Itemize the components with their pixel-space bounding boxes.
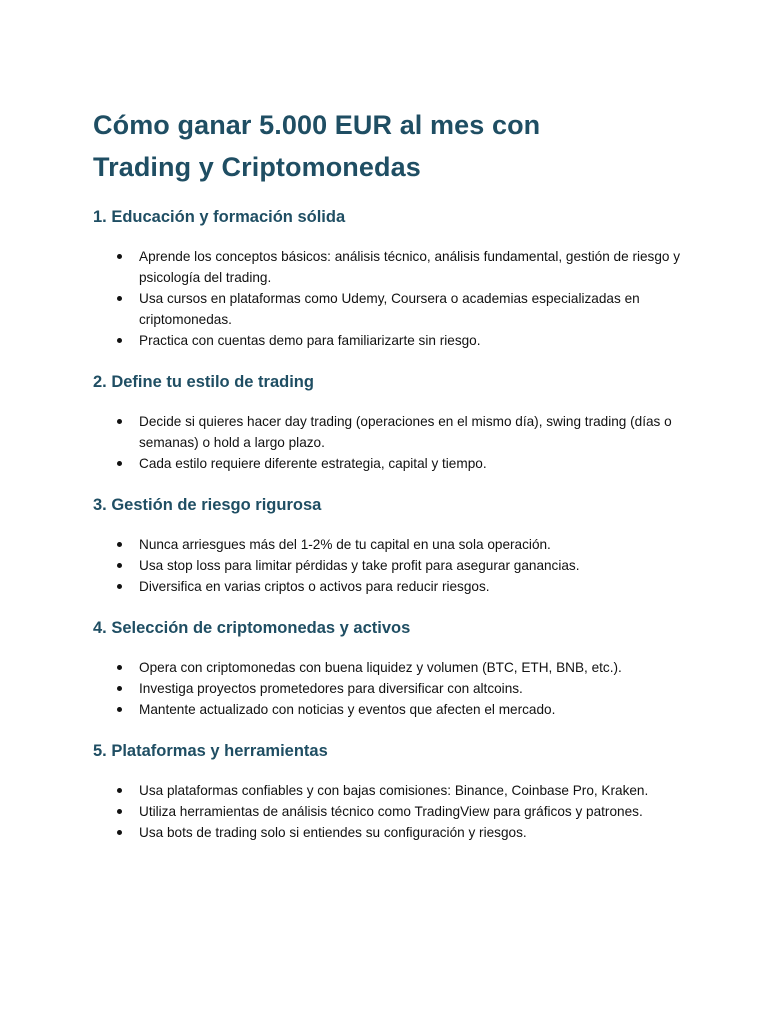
document-page <box>93 104 683 863</box>
list-item-text: Opera con criptomonedas con buena liquidez y volumen (BTC, ETH, BNB, etc.). <box>139 660 622 675</box>
bullet-list <box>93 246 683 351</box>
section-heading: 5. Plataformas y herramientas <box>93 742 328 760</box>
list-item <box>93 534 683 555</box>
list-item <box>93 411 683 453</box>
bullet-list <box>93 780 683 843</box>
bullet-icon <box>117 419 122 424</box>
list-item <box>93 801 683 822</box>
list-item <box>93 288 683 330</box>
list-item-text: Investiga proyectos prometedores para diversificar con altcoins. <box>139 681 523 696</box>
section-heading: 3. Gestión de riesgo rigurosa <box>93 496 322 514</box>
bullet-icon <box>117 296 122 301</box>
list-item-text: Usa stop loss para limitar pérdidas y take profit para asegurar ganancias. <box>139 558 580 573</box>
section-heading: 1. Educación y formación sólida <box>93 208 346 226</box>
section-heading: 2. Define tu estilo de trading <box>93 373 314 391</box>
bullet-icon <box>117 584 122 589</box>
list-item <box>93 330 683 351</box>
section-platforms-tools <box>93 740 683 843</box>
section-asset-selection <box>93 617 683 720</box>
list-item-text: Diversifica en varias criptos o activos para reducir riesgos. <box>139 579 490 594</box>
list-item-text: Practica con cuentas demo para familiarizarte sin riesgo. <box>139 333 481 348</box>
bullet-icon <box>117 338 122 343</box>
bullet-icon <box>117 461 122 466</box>
bullet-icon <box>117 665 122 670</box>
list-item-text: Usa bots de trading solo si entiendes su configuración y riesgos. <box>139 825 527 840</box>
bullet-icon <box>117 563 122 568</box>
bullet-icon <box>117 707 122 712</box>
list-item-text: Nunca arriesgues más del 1-2% de tu capital en una sola operación. <box>139 537 551 552</box>
list-item <box>93 453 683 474</box>
list-item-text: Utiliza herramientas de análisis técnico como TradingView para gráficos y patrones. <box>139 804 643 819</box>
bullet-icon <box>117 254 122 259</box>
list-item <box>93 822 683 843</box>
bullet-list <box>93 411 683 474</box>
list-item-text: Usa cursos en plataformas como Udemy, Coursera o academias especializadas en criptomonedas. <box>139 291 640 327</box>
title-line-1: Cómo ganar 5.000 EUR al mes con <box>93 110 541 140</box>
bullet-icon <box>117 809 122 814</box>
bullet-icon <box>117 686 122 691</box>
list-item-text: Cada estilo requiere diferente estrategia, capital y tiempo. <box>139 456 487 471</box>
list-item <box>93 657 683 678</box>
section-education <box>93 206 683 351</box>
list-item-text: Usa plataformas confiables y con bajas comisiones: Binance, Coinbase Pro, Kraken. <box>139 783 649 798</box>
section-heading: 4. Selección de criptomonedas y activos <box>93 619 411 637</box>
list-item <box>93 555 683 576</box>
list-item-text: Decide si quieres hacer day trading (operaciones en el mismo día), swing trading (días o semanas) o hold a largo plazo. <box>139 414 672 450</box>
list-item <box>93 678 683 699</box>
bullet-icon <box>117 830 122 835</box>
list-item <box>93 576 683 597</box>
list-item-text: Mantente actualizado con noticias y eventos que afecten el mercado. <box>139 702 556 717</box>
bullet-list <box>93 534 683 597</box>
bullet-list <box>93 657 683 720</box>
list-item <box>93 780 683 801</box>
bullet-icon <box>117 788 122 793</box>
list-item <box>93 246 683 288</box>
list-item <box>93 699 683 720</box>
list-item-text: Aprende los conceptos básicos: análisis técnico, análisis fundamental, gestión de riesgo y psicología del trading. <box>139 249 681 285</box>
section-risk-management <box>93 494 683 597</box>
section-trading-style <box>93 371 683 474</box>
document-title <box>93 104 683 188</box>
bullet-icon <box>117 542 122 547</box>
title-line-2: Trading y Criptomonedas <box>93 152 421 182</box>
